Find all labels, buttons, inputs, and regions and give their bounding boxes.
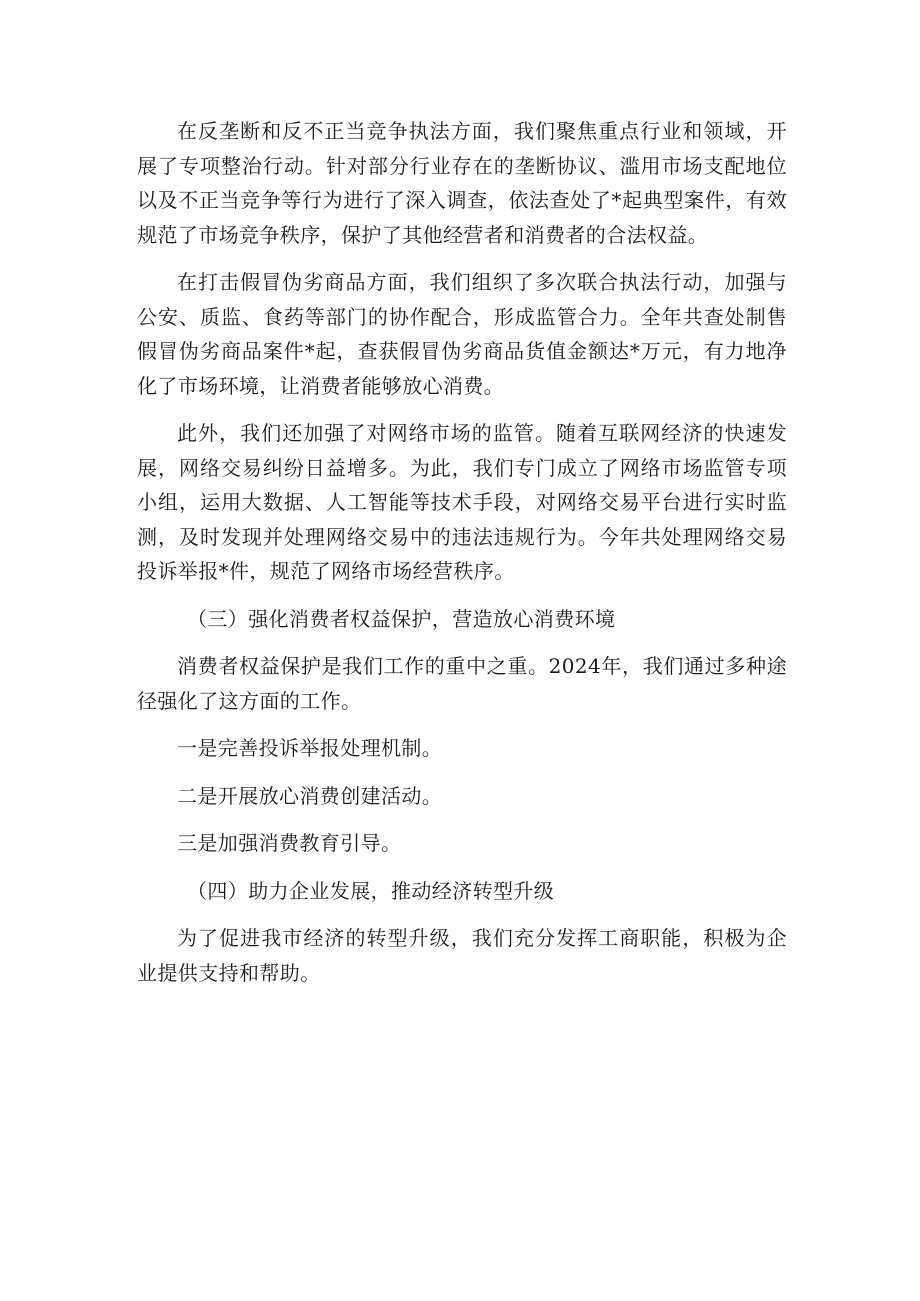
paragraph-consumer-intro: 消费者权益保护是我们工作的重中之重。2024年，我们通过多种途径强化了这方面的工作。 [137,654,787,713]
paragraph-online-market: 此外，我们还加强了对网络市场的监管。随着互联网经济的快速发展，网络交易纠纷日益增多。为此，我们专门成立了网络市场监管专项小组，运用大数据、人工智能等技术手段，对网络交易平台进行实时监测，及时发现并处理网络交易中的违法违规行为。今年共处理网络交易投诉举报*件，规范了网络市场经营秩序。 [137,421,787,583]
section-heading-enterprise-development: （四）助力企业发展，推动经济转型升级 [187,878,555,903]
section-heading-consumer-protection: （三）强化消费者权益保护，营造放心消费环境 [187,606,616,631]
paragraph-enterprise-intro: 为了促进我市经济的转型升级，我们充分发挥工商职能，积极为企业提供支持和帮助。 [137,926,787,985]
list-item-assured-consumption: 二是开展放心消费创建活动。 [177,783,443,808]
document-body [137,114,787,990]
paragraph-antimonopoly: 在反垄断和反不正当竞争执法方面，我们聚焦重点行业和领域，开展了专项整治行动。针对部分行业存在的垄断协议、滥用市场支配地位以及不正当竞争等行为进行了深入调查，依法查处了*起典型案件，有效规范了市场竞争秩序，保护了其他经营者和消费者的合法权益。 [137,119,787,247]
paragraph-counterfeit: 在打击假冒伪劣商品方面，我们组织了多次联合执法行动，加强与公安、质监、食药等部门的协作配合，形成监管合力。全年共查处制售假冒伪劣商品案件*起，查获假冒伪劣商品货值金额达*万元，有力地净化了市场环境，让消费者能够放心消费。 [137,270,787,398]
list-item-consumer-education: 三是加强消费教育引导。 [177,831,402,855]
list-item-complaints: 一是完善投诉举报处理机制。 [177,736,443,760]
